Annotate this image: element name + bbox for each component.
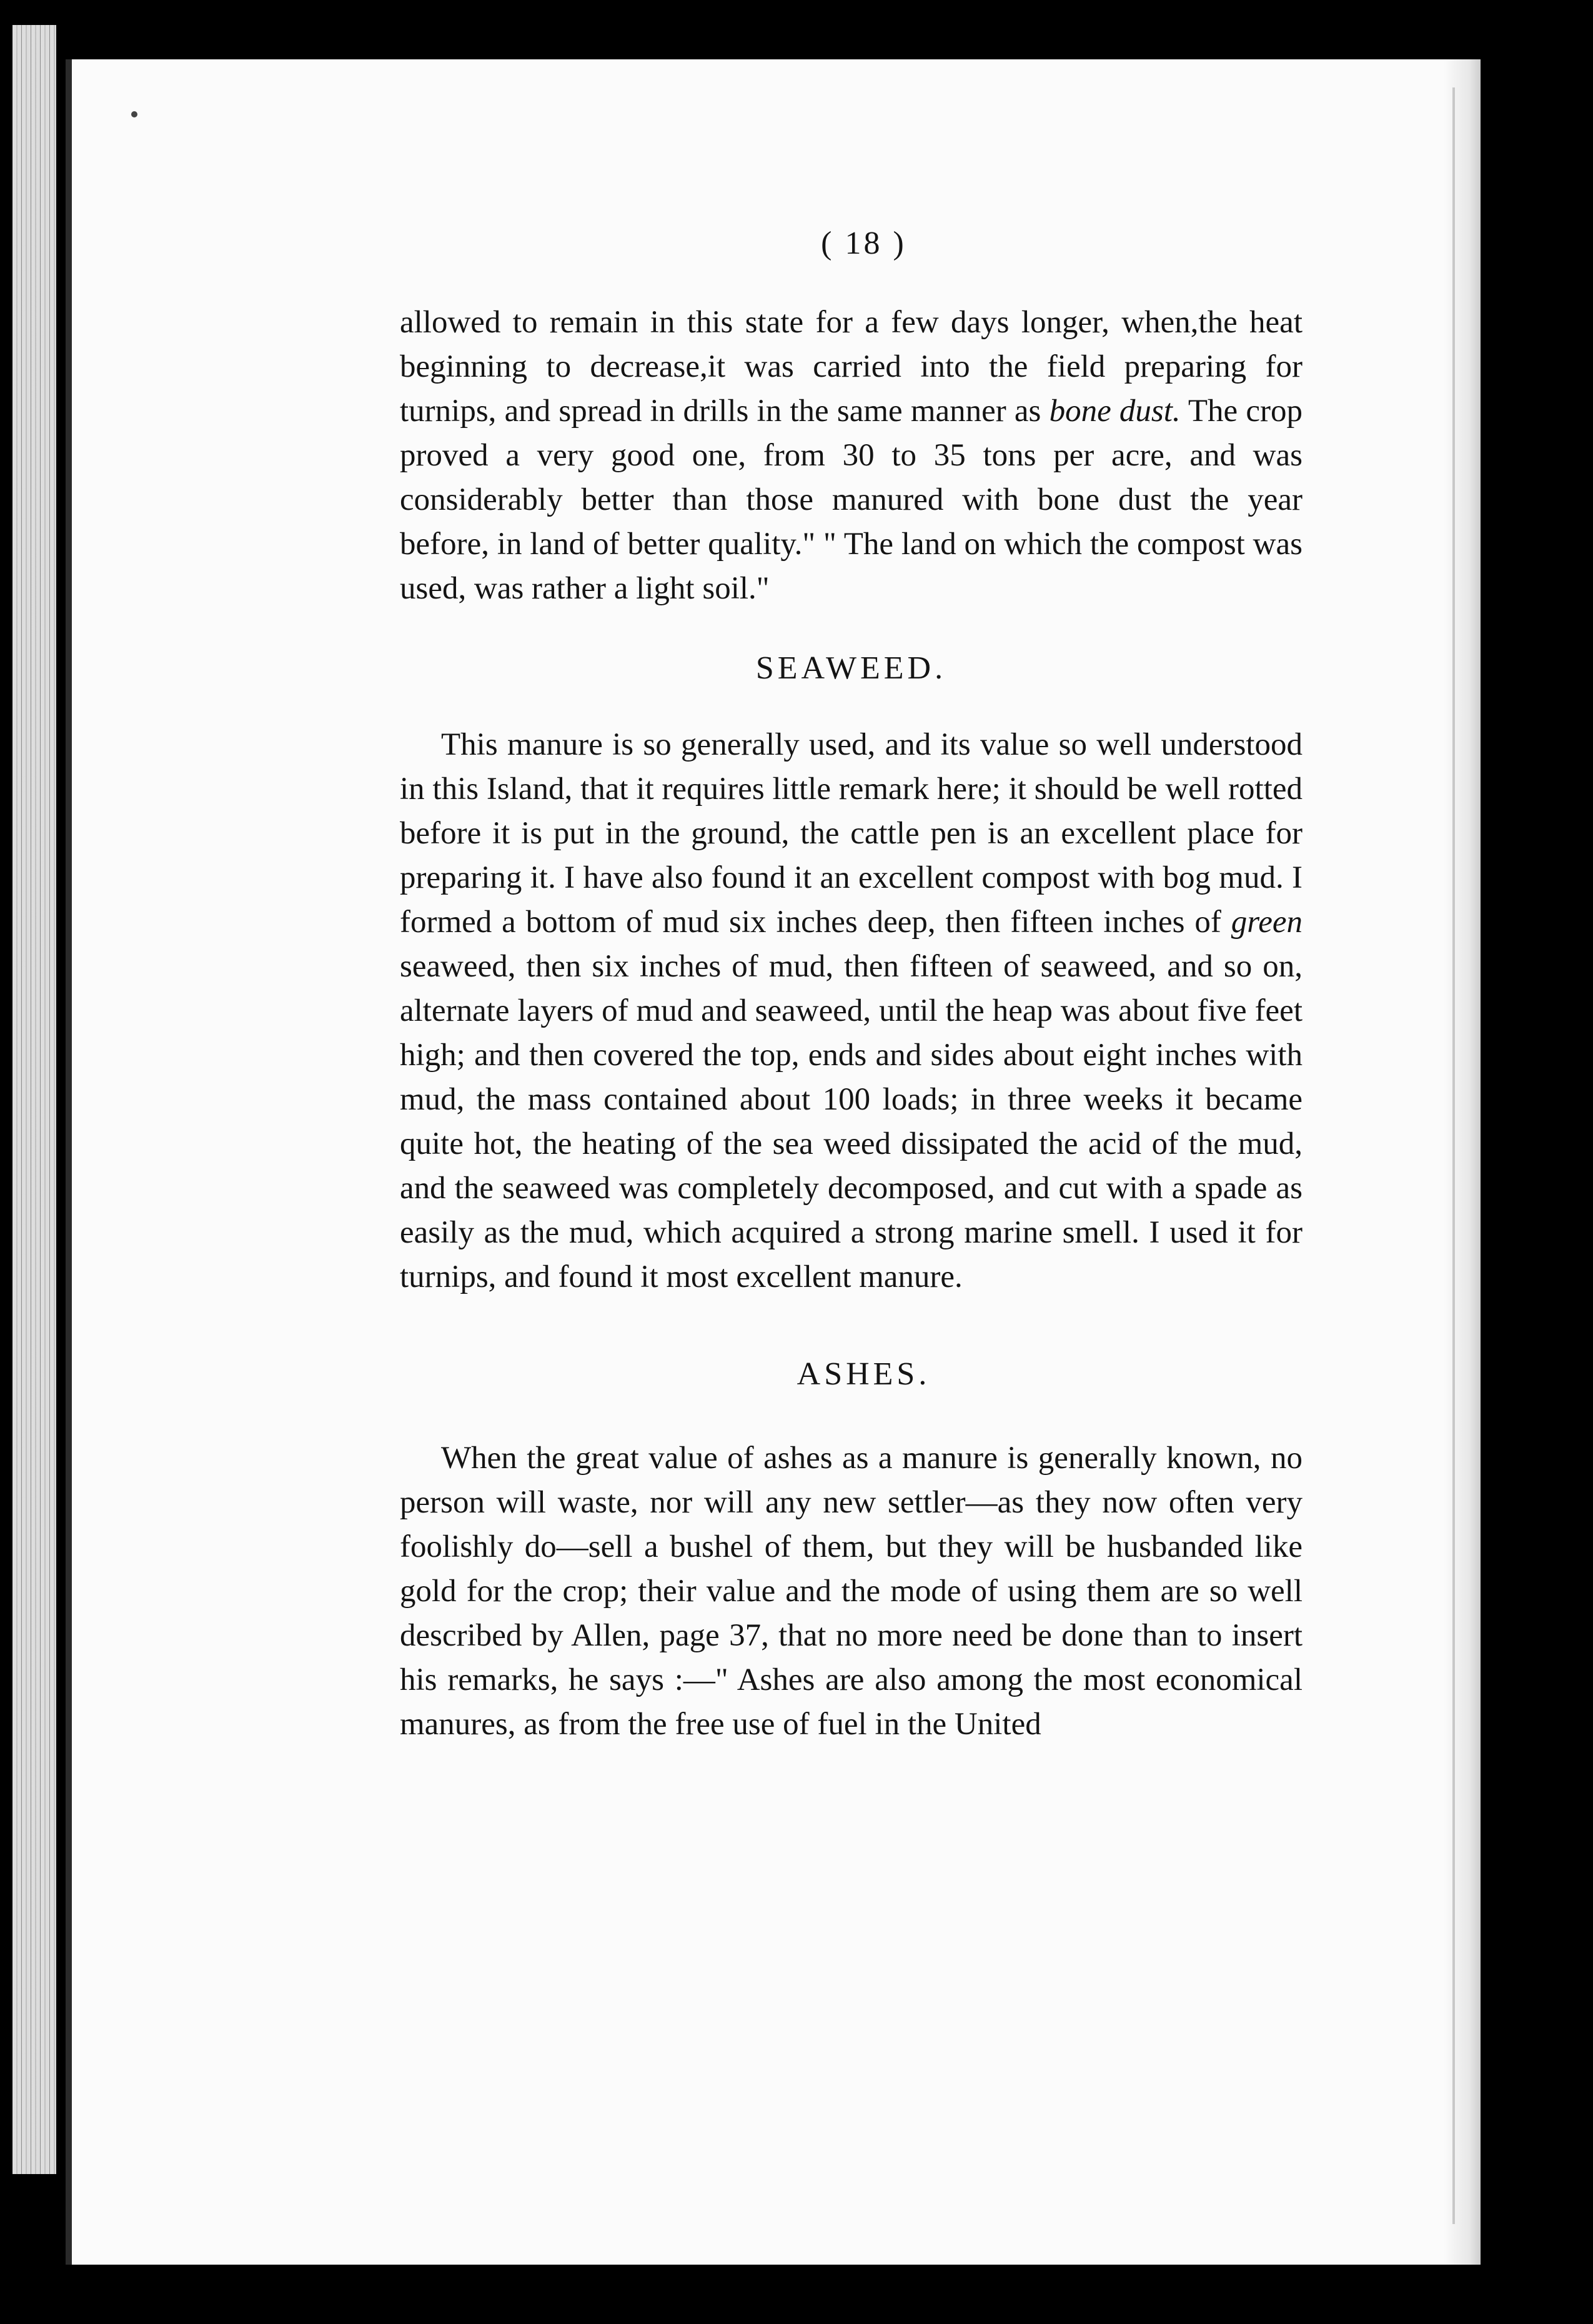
text-run: allowed to remain in this state for a few days longer, when,the heat beginning to decrease,it was carried into the field preparing for turnips, and spread in drills in the same manner as [400,305,1303,429]
text-run: When the great value of ashes as a manure is generally known, no person will waste, nor will any new settler—as they now often very foolishly do—sell a bushel of them, but they will be husbanded like gold for the crop; their value and the mode of using them are so well described by Allen, page 37, that no more need be done than to insert his remarks, he says :—" Ashes are also among the most economical manures, as from the free use of fuel in the United [400,1441,1303,1742]
paragraph-continuation [400,300,1303,611]
paragraph-ashes [400,1436,1303,1747]
scan-speck [131,111,137,117]
section-heading-seaweed: SEAWEED. [755,650,947,686]
page-fold-line [1452,87,1455,2224]
text-run: seaweed, then six inches of mud, then fifteen of seaweed, and so on, alternate layers of mud and seaweed, until the heap was about five feet high; and then covered the top, ends and sides about eight inches with mud, the mass contained about 100 loads; in three weeks it became quite hot, the heating of the sea weed dissipated the acid of the mud, and the seaweed was completely decomposed, and cut with a spade as easily as the mud, which acquired a strong marine smell. I used it for turnips, and found it most excellent manure. [400,949,1303,1294]
page-body [400,225,1303,1747]
page-stack-edge [12,25,56,2174]
text-run: The crop proved a very good one, from 30 to 35 tons per acre, and was considerably better than those manured with bone dust the year before, in land of better quality." " The land on which the compost was used, was rather a light soil." [400,394,1303,606]
italic-text-run: bone dust. [1049,394,1181,429]
italic-text-run: green [1231,905,1303,940]
page-gutter-shadow [1443,59,1481,2265]
paragraph-seaweed [400,723,1303,1299]
section-heading-ashes: ASHES. [797,1356,931,1392]
page-number: ( 18 ) [821,226,906,261]
text-run: This manure is so generally used, and its value so well understood in this Island, that it requires little remark here; it should be well rotted before it is put in the ground, the cattle pen is an excellent place for preparing it. I have also found it an excellent compost with bog mud. I formed a bottom of mud six inches deep, then fifteen inches of [400,727,1303,940]
